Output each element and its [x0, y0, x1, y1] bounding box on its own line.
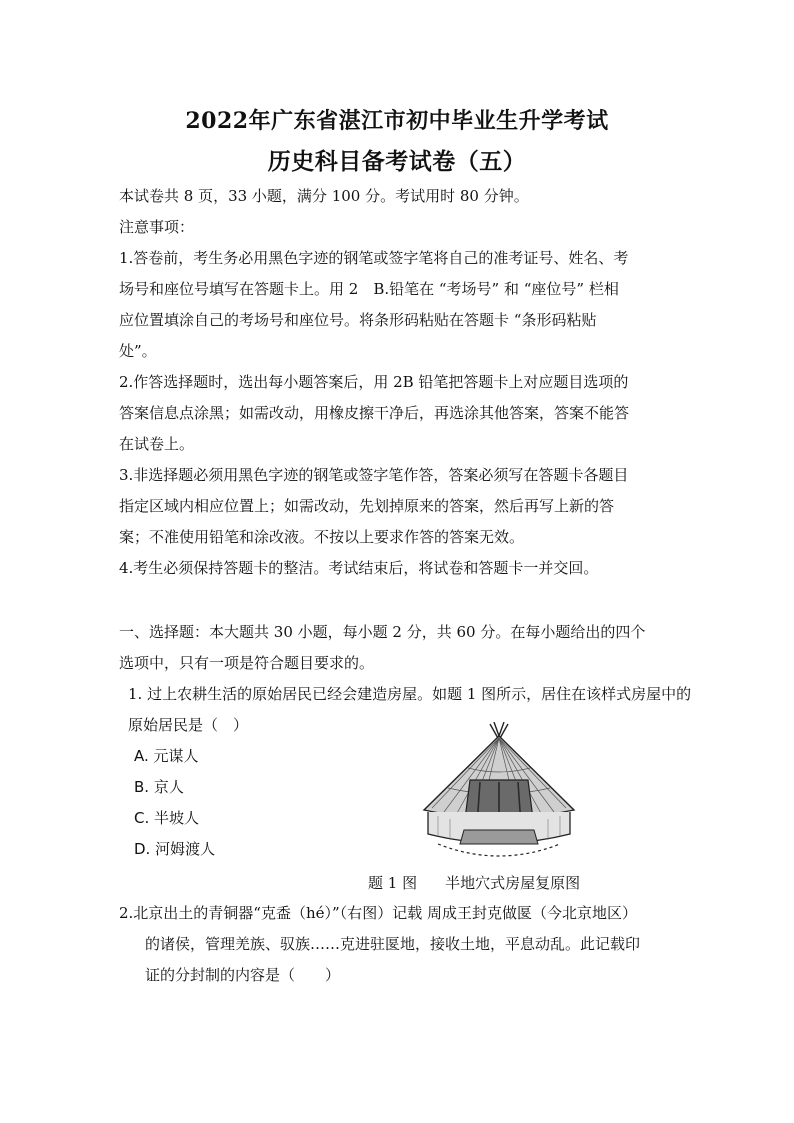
question-1-option-c: C. 半坡人 — [134, 809, 200, 827]
figure-label: 题 1 图 — [368, 874, 418, 892]
note-line: 在试卷上。 — [119, 435, 195, 453]
note-line: 处”。 — [119, 342, 157, 360]
question-1-stem: 原始居民是（ ） — [128, 716, 249, 734]
semi-subterranean-house-figure — [418, 722, 580, 862]
exam-summary: 本试卷共 8 页，33 小题，满分 100 分。考试用时 80 分钟。 — [119, 187, 529, 205]
note-line: 场号和座位号填写在答题卡上。用 2 B.铅笔在 “考场号” 和 “座位号” 栏相 — [119, 280, 619, 298]
question-1-option-b: B. 京人 — [134, 778, 184, 796]
section-heading: 选项中，只有一项是符合题目要求的。 — [119, 654, 375, 672]
section-heading: 一、选择题：本大题共 30 小题，每小题 2 分，共 60 分。在每小题给出的四个 — [119, 623, 646, 641]
question-2-stem: 的诸侯，管理羌族、驭族……克进驻匽地，接收土地，平息动乱。此记载印 — [145, 935, 641, 953]
pit-outline — [438, 844, 560, 856]
exam-subtitle: 历史科目备考试卷（五） — [267, 148, 527, 175]
note-line: 1.答卷前，考生务必用黑色字迹的钢笔或签字笔将自己的准考证号、姓名、考 — [119, 249, 629, 267]
figure-1-caption — [368, 872, 580, 893]
question-2-stem: 2.北京出土的青铜器“克盉（hé）”（右图）记载 周成王封克做匽（今北京地区） — [119, 904, 637, 922]
question-1-option-d: D. 河姆渡人 — [134, 840, 216, 858]
note-line: 答案信息点涂黑；如需改动，用橡皮擦干净后，再选涂其他答案，答案不能答 — [119, 404, 630, 422]
note-line: 2.作答选择题时，选出每小题答案后，用 2B 铅笔把答题卡上对应题目选项的 — [119, 373, 629, 391]
note-line: 案；不准使用铅笔和涂改液。不按以上要求作答的答案无效。 — [119, 528, 525, 546]
note-line: 4.考生必须保持答题卡的整洁。考试结束后，将试卷和答题卡一并交回。 — [119, 559, 599, 577]
exam-title: 2022年广东省湛江市初中毕业生升学考试 — [185, 108, 609, 134]
floor-pit — [460, 830, 538, 844]
notes-heading: 注意事项： — [119, 218, 195, 236]
figure-caption-text: 半地穴式房屋复原图 — [445, 874, 581, 892]
note-line: 3.非选择题必须用黑色字迹的钢笔或签字笔作答，答案必须写在答题卡各题目 — [119, 466, 629, 484]
question-1-option-a: A. 元谋人 — [134, 747, 199, 765]
note-line: 指定区域内相应位置上；如需改动，先划掉原来的答案，然后再写上新的答 — [119, 497, 615, 515]
question-2-stem: 证的分封制的内容是（ ） — [145, 966, 341, 984]
note-line: 应位置填涂自己的考场号和座位号。将条形码粘贴在答题卡 “条形码粘贴 — [119, 311, 597, 329]
question-1-stem: 1. 过上农耕生活的原始居民已经会建造房屋。如题 1 图所示，居住在该样式房屋中的 — [128, 685, 692, 703]
